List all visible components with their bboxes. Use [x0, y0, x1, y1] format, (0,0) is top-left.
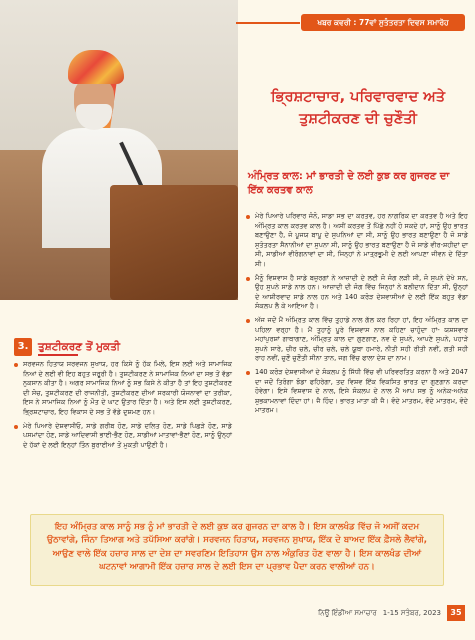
appeasement-column — [14, 360, 232, 454]
amrit-bullet: ਮੈਨੂੰ ਵਿਸ਼ਵਾਸ ਹੈ ਸਾਡੇ ਬਜ਼ੁਰਗਾਂ ਨੇ ਆਜ਼ਾਦੀ ਦੇ ਲਈ ਜੋ ਜੰਗ ਲੜੀ ਸੀ, ਜੋ ਸੁਪਨੇ ਦੇਖੇ ਸਨ, ਉਹ ਸੁਪਨੇ ਸਾਡੇ ਨਾਲ ਹਨ। ਆਜ਼ਾਦੀ ਦੀ ਜੰਗ ਵਿੱਚ ਜਿਨ੍ਹਾਂ ਨੇ ਬਲੀਦਾਨ ਦਿੱਤਾ ਸੀ, ਉਨ੍ਹਾਂ ਦੇ ਆਸ਼ੀਰਵਾਦ ਸਾਡੇ ਨਾਲ ਹਨ ਅਤੇ 140 ਕਰੋੜ ਦੇਸ਼ਵਾਸੀਆਂ ਦੇ ਲਈ ਇੱਕ ਬਹੁਤ ਵੱਡਾ ਸੰਕਲਪ ਲੈ ਕੇ ਆਇਆ ਹੈ। — [246, 274, 468, 312]
amrit-bullet: ਮੇਰੇ ਪਿਆਰੇ ਪਰਿਵਾਰ ਜੰਨੋ, ਸਾਡਾ ਸਭ ਦਾ ਕਰਤਵ, ਹਰ ਨਾਗਰਿਕ ਦਾ ਕਰਤਵ ਹੈ ਅਤੇ ਇਹ ਅੰਮ੍ਰਿਤ ਕਾਲ ਕਰਤਵ ਕਾਲ ਹੈ। ਅਸੀਂ ਕਰਤਵ ਤੋਂ ਪਿੱਛੇ ਨਹੀਂ ਹੋ ਸਕਦੇ ਹਾਂ, ਸਾਨੂੰ ਉਹ ਭਾਰਤ ਬਣਾਉਣਾ ਹੈ, ਜੋ ਪੂਜਯ ਬਾਪੂ ਦੇ ਸੁਪਨਿਆਂ ਦਾ ਸੀ, ਸਾਨੂੰ ਉਹ ਭਾਰਤ ਬਣਾਉਣਾ ਹੈ ਜੋ ਸਾਡੇ ਸੁਤੰਤਰਤਾ ਸੈਨਾਨੀਆਂ ਦਾ ਸੁਪਨਾ ਸੀ, ਸਾਨੂੰ ਉਹ ਭਾਰਤ ਬਣਾਉਣਾ ਹੈ ਜੋ ਸਾਡੇ ਵੀਰ-ਸ਼ਹੀਦਾਂ ਦਾ ਸੀ, ਸਾਡੀਆਂ ਵੀਰੰਗਨਾਵਾਂ ਦਾ ਸੀ, ਜਿਨ੍ਹਾਂ ਨੇ ਮਾਤ੍ਰਭੂਮੀ ਦੇ ਲਈ ਆਪਣਾ ਜੀਵਨ ਦੇ ਦਿੱਤਾ ਸੀ। — [246, 212, 468, 270]
section-number: 3. — [14, 338, 32, 356]
page-title: ਭ੍ਰਿਸ਼ਟਾਚਾਰ, ਪਰਿਵਾਰਵਾਦ ਅਤੇ ਤੁਸ਼ਟੀਕਰਣ ਦੀ ਚੁਣੌਤੀ — [271, 89, 445, 127]
pull-quote-box — [30, 514, 444, 586]
page-number: 35 — [447, 605, 465, 621]
pull-quote-text: ਇਹ ਅੰਮ੍ਰਿਤ ਕਾਲ ਸਾਨੂੰ ਸਭ ਨੂੰ ਮਾਂ ਭਾਰਤੀ ਦੇ ਲਈ ਕੁਝ ਕਰ ਗੁਜਰਨ ਦਾ ਕਾਲ ਹੈ। ਇਸ ਕਾਲਖੰਡ ਵਿੱਚ ਜੋ ਅਸੀਂ ਕਦਮ ਉਠਾਵਾਂਗੇ, ਜਿੰਨਾ ਤਿਆਗ ਅਤੇ ਤਪੱਸਿਆ ਕਰਾਂਗੇ। ਸਰਵਜਨ ਹਿਤਾਯ, ਸਰਵਜਨ ਸੁਖਾਯ, ਇੱਕ ਦੇ ਬਾਅਦ ਇੱਕ ਫ਼ੈਸਲੇ ਲੈਵਾਂਗੇ, ਆਉਣ ਵਾਲੇ ਇੱਕ ਹਜ਼ਾਰ ਸਾਲ ਦਾ ਦੇਸ਼ ਦਾ ਸਵਰਣਿਮ ਇਤਿਹਾਸ ਉਸ ਨਾਲ ਅੰਕੁਰਿਤ ਹੋਣ ਵਾਲਾ ਹੈ। ਇਸ ਕਾਲਖੰਡ ਦੀਆਂ ਘਟਨਾਵਾਂ ਆਗਾਮੀ ਇੱਕ ਹਜ਼ਾਰ ਸਾਲ ਦੇ ਲਈ ਇਸ ਦਾ ਪ੍ਰਭਾਵ ਪੈਦਾ ਕਰਨ ਵਾਲੀਆਂ ਹਨ। — [46, 522, 428, 573]
badge-rule — [236, 22, 300, 24]
amrit-kaal-heading: ਅੰਮ੍ਰਿਤ ਕਾਲ: ਮਾਂ ਭਾਰਤੀ ਦੇ ਲਈ ਕੁਝ ਕਰ ਗੁਜਰਣ ਦਾ ਇੱਕ ਕਰਤਵ ਕਾਲ — [248, 171, 450, 196]
appeasement-bullet: ਸਰਵਜਨ ਹਿਤਾਯ ਸਰਵਜਨ ਸੁਖਾਯ, ਹਰ ਕਿਸੇ ਨੂੰ ਹੱਕ ਮਿਲੇ, ਇਸ ਲਈ ਅਤੇ ਸਾਮਾਜਿਕ ਨਿਆਂ ਦੇ ਲਈ ਵੀ ਇਹ ਬਹੁਤ ਜਰੂਰੀ ਹੈ। ਤੁਸ਼ਟੀਕਰਣ ਨੇ ਸਾਮਾਜਿਕ ਨਿਆਂ ਦਾ ਸਭ ਤੋਂ ਵੱਡਾ ਨੁਕਸਾਨ ਕੀਤਾ ਹੈ। ਅਗਰ ਸਾਮਾਜਿਕ ਨਿਆਂ ਨੂੰ ਸਭ ਕਿਸੇ ਨੇ ਕੀਤਾ ਹੈ ਤਾਂ ਇਹ ਤੁਸ਼ਟੀਕਰਣ ਦੀ ਸੋਚ, ਤੁਸ਼ਟੀਕਰਣ ਦੀ ਰਾਜਨੀਤੀ, ਤੁਸ਼ਟੀਕਰਣ ਦੀਆਂ ਸਰਕਾਰੀ ਯੋਜਨਾਵਾਂ ਦਾ ਤਰੀਕਾ, ਇਸ ਨੇ ਸਾਮਾਜਿਕ ਨਿਆਂ ਨੂੰ ਮੌਤ ਦੇ ਘਾਟ ਉਤਾਰ ਦਿੱਤਾ ਹੈ। ਅਤੇ ਇਸ ਲਈ ਤੁਸ਼ਟੀਕਰਣ, ਭ੍ਰਿਸ਼ਟਾਚਾਰ, ਇਹ ਵਿਕਾਸ ਦੇ ਸਭ ਤੋਂ ਵੱਡੇ ਦੁਸ਼ਮਣ ਹਨ। — [14, 360, 232, 418]
section-badge: ਖਬਰ ਕਵਰੀ : 77ਵਾਂ ਸੁਤੰਤਰਤਾ ਦਿਵਸ ਸਮਾਰੋਹ — [301, 14, 465, 31]
magazine-name: ਨਿਊ ਇੰਡੀਆ ਸਮਾਚਾਰ — [317, 608, 377, 617]
amrit-bullet: ਅੱਜ ਜਦੋਂ ਮੈਂ ਅੰਮ੍ਰਿਤ ਕਾਲ ਵਿੱਚ ਤੁਹਾਡੇ ਨਾਲ ਗੱਲ ਕਰ ਰਿਹਾ ਹਾਂ, ਇਹ ਅੰਮ੍ਰਿਤ ਕਾਲ ਦਾ ਪਹਿਲਾ ਵਰ੍ਹਾ ਹੈ। ਮੈਂ ਤੁਹਾਨੂੰ ਪੂਰੇ ਵਿਸ਼ਵਾਸ ਨਾਲ ਕਹਿਣਾ ਚਾਹੁੰਦਾ ਹਾਂ- ਯਸ਼ਸਵਾਰ ਮਹਾਂਪੁਰਸ਼ਾਂ ਗਾਥਾਗਾਣ, ਅੰਮ੍ਰਿਤ ਕਾਲ ਦਾ ਗੁਣਗਾਣ, ਨਵ ਦੇ ਸੁਪਨੇ, ਆਪਣੇ ਸੁਪਨੇ, ਪਹਾੜੇ ਸੁਪਨੇ ਸਾਰੇ, ਚੀਰ ਚਲੇ, ਚੀਰ ਚਲੇ, ਚਲੇ ਯੂਥਾ ਹਮਾਰੇ, ਨੀਤੀ ਸਹੀ ਰੀਤੀ ਨਵੀਂ, ਗਤੀ ਸਹੀ ਰਾਹ ਨਵੀਂ, ਚੁਣੌ ਚੁਣੌਤੀ ਸੀਨਾ ਤਾਨ, ਜਗ ਵਿੱਚ ਫਾਲਾ ਦੇਸ਼ ਦਾ ਨਾਮ। — [246, 316, 468, 364]
page-footer — [318, 605, 465, 621]
speech-photo — [0, 0, 238, 300]
appeasement-bullet: ਮੇਰੇ ਪਿਆਰੇ ਦੇਸ਼ਵਾਸੀਓ, ਸਾਡੇ ਗਰੀਬ ਹੋਣ, ਸਾਡੇ ਦਲਿਤ ਹੋਣ, ਸਾਡੇ ਪਿਛੜੇ ਹੋਣ, ਸਾਡੇ ਪਸਮਾਂਦਾ ਹੋਣ, ਸਾਡੇ ਆਦਿਵਾਸੀ ਭਾਈ-ਭੈਣ ਹੋਣ, ਸਾਡੀਆਂ ਮਾਤਾਵਾਂ-ਭੈਣਾਂ ਹੋਣ, ਸਾਨੂੰ ਉਨ੍ਹਾਂ ਦੇ ਹੱਕਾਂ ਦੇ ਲਈ ਇਨ੍ਹਾਂ ਤਿੰਨ ਬੁਰਾਈਆਂ ਤੋਂ ਮੁਕਤੀ ਪਾਉਣੀ ਹੈ। — [14, 422, 232, 451]
section-heading: ਤੁਸ਼ਟੀਕਰਣ ਤੋਂ ਮੁਕਤੀ — [38, 341, 121, 353]
issue-date: 1-15 ਸਤੰਬਰ, 2023 — [382, 608, 441, 617]
amrit-bullet: 140 ਕਰੋੜ ਦੇਸ਼ਵਾਸੀਆਂ ਦੇ ਸੰਕਲਪ ਨੂੰ ਸਿੱਧੀ ਵਿੱਚ ਵੀ ਪਰਿਵਰਤਿਤ ਕਰਨਾ ਹੈ ਅਤੇ 2047 ਦਾ ਜਦੋਂ ਤਿਰੰਗਾ ਝੰਡਾ ਫਹਿਰੇਗਾ, ਤਦ ਵਿਸ਼ਵ ਇੱਕ ਵਿਕਸਿਤ ਭਾਰਤ ਦਾ ਗੁਣਗਾਨ ਕਰਦਾ ਹੋਵੇਗਾ। ਇਸੇ ਵਿਸ਼ਵਾਸ ਦੇ ਨਾਲ, ਇਸੇ ਸੰਕਲਪ ਦੇ ਨਾਲ ਮੈਂ ਆਪ ਸਭ ਨੂੰ ਅਨੇਕ-ਅਨੇਕ ਸ਼ੁਭਕਾਮਨਾਵਾਂ ਦਿੰਦਾ ਹਾਂ। ਜੈ ਹਿੰਦ। ਭਾਰਤ ਮਾਤਾ ਕੀ ਜੈ। ਵੰਦੇ ਮਾਤਰਮ, ਵੰਦੇ ਮਾਤਰਮ, ਵੰਦੇ ਮਾਤਰਮ। — [246, 368, 468, 416]
amrit-kaal-column — [246, 212, 468, 420]
section-heading-underline — [38, 354, 78, 356]
